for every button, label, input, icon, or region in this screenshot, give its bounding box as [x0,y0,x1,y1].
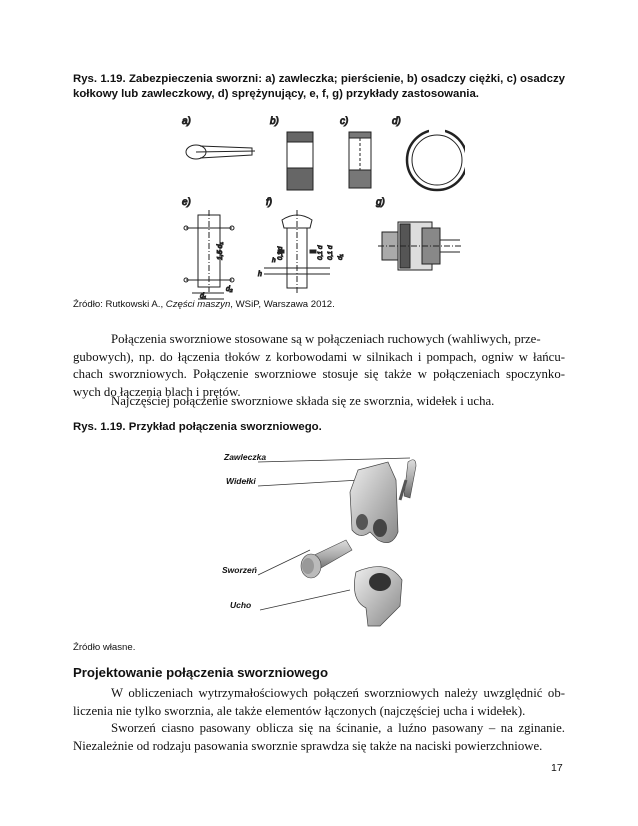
spring-ring-drawing [407,126,465,190]
dim-d1-f: d₁ [337,254,344,260]
figure2-caption: Rys. 1.19. Przykład połączenia sworzniowego. [73,421,322,433]
pin-3d [301,540,352,578]
label-a: a) [182,116,191,127]
section-paragraph-2: Sworzeń ciasno pasowany oblicza się na ścinanie, a luźno pasowany – na zginanie. Niezależnie od rodzaju pasowania sworznie sprawdza się także na naciski powierzchniowe. [73,721,565,753]
label-c: c) [340,116,349,127]
source-suffix: , WSiP, Warszawa 2012. [230,299,335,310]
label-g: g) [376,197,385,208]
application-g-drawing [378,222,462,270]
dim-0-1-d-b: 0,1 d [327,245,334,260]
paragraph-1-rest: gubowych), np. do łączenia tłoków z korbowodami w silnikach i pompach, ogniw w łańcu-chach sworzniowych. Połączenie sworzniowe stosuje się także w połączeniach spoczynko-wych do łączenia blach i prętów. [73,349,565,399]
label-cotter: Zawleczka [224,452,267,462]
section-heading: Projektowanie połączenia sworzniowego [73,665,329,680]
label-f: f) [266,197,273,208]
label-b: b) [270,116,279,127]
page-number: 17 [551,762,563,774]
label-eye: Ucho [230,600,252,610]
source-title: Części maszyn [165,299,231,310]
paragraph-2: Najczęściej połączenie sworzniowe składa się ze sworznia, widełek i ucha. [111,394,495,408]
dim-0-1-d-a: 0,1 d [317,245,324,260]
figure1-caption: Rys. 1.19. Zabezpieczenia sworzni: a) zawleczka; pierścienie, b) osadczy ciężki, c) osadczy kołkowy lub zawleczkowy, d) sprężynujący, e, f, g) przykłady zastosowania. [73,73,565,100]
cotter-pin-drawing [186,145,255,159]
figure1-source [73,299,335,311]
eye-3d [354,567,402,626]
dim-d1: d₁ [200,293,207,300]
heavy-ring-drawing [287,132,313,190]
cotter-pin-3d [400,460,416,500]
section-paragraph-1: W obliczeniach wytrzymałościowych połączeń sworzniowych należy uwzględnić ob-liczenia nie tylko sworznia, ale także elementów łączonych (najczęściej ucha i widełek). [73,686,565,718]
paragraph-1 [73,331,565,401]
label-e: e) [182,197,191,208]
pinned-ring-drawing [349,132,371,188]
paragraph-1-line-1: Połączenia sworzniowe stosowane są w połączeniach ruchowych (wahliwych, prze- [111,332,541,346]
dim-1-5-d1: 1,5 d₁ [217,242,224,260]
source-prefix: Źródło: Rutkowski A., [73,299,166,310]
figure2-source: Źródło własne. [73,642,136,653]
label-pin: Sworzeń [222,565,257,575]
label-d: d) [392,116,401,127]
fork-3d [350,462,398,543]
dim-d2: d₂ [226,286,233,293]
label-fork: Widełki [226,476,256,486]
dim-h-left: h [258,271,262,278]
pin-locking-technical-drawing [160,110,465,305]
dim-h-right: h [272,257,276,264]
pin-joint-illustration [210,440,435,630]
dim-0-1-d-c: 0,1 d [278,246,284,260]
